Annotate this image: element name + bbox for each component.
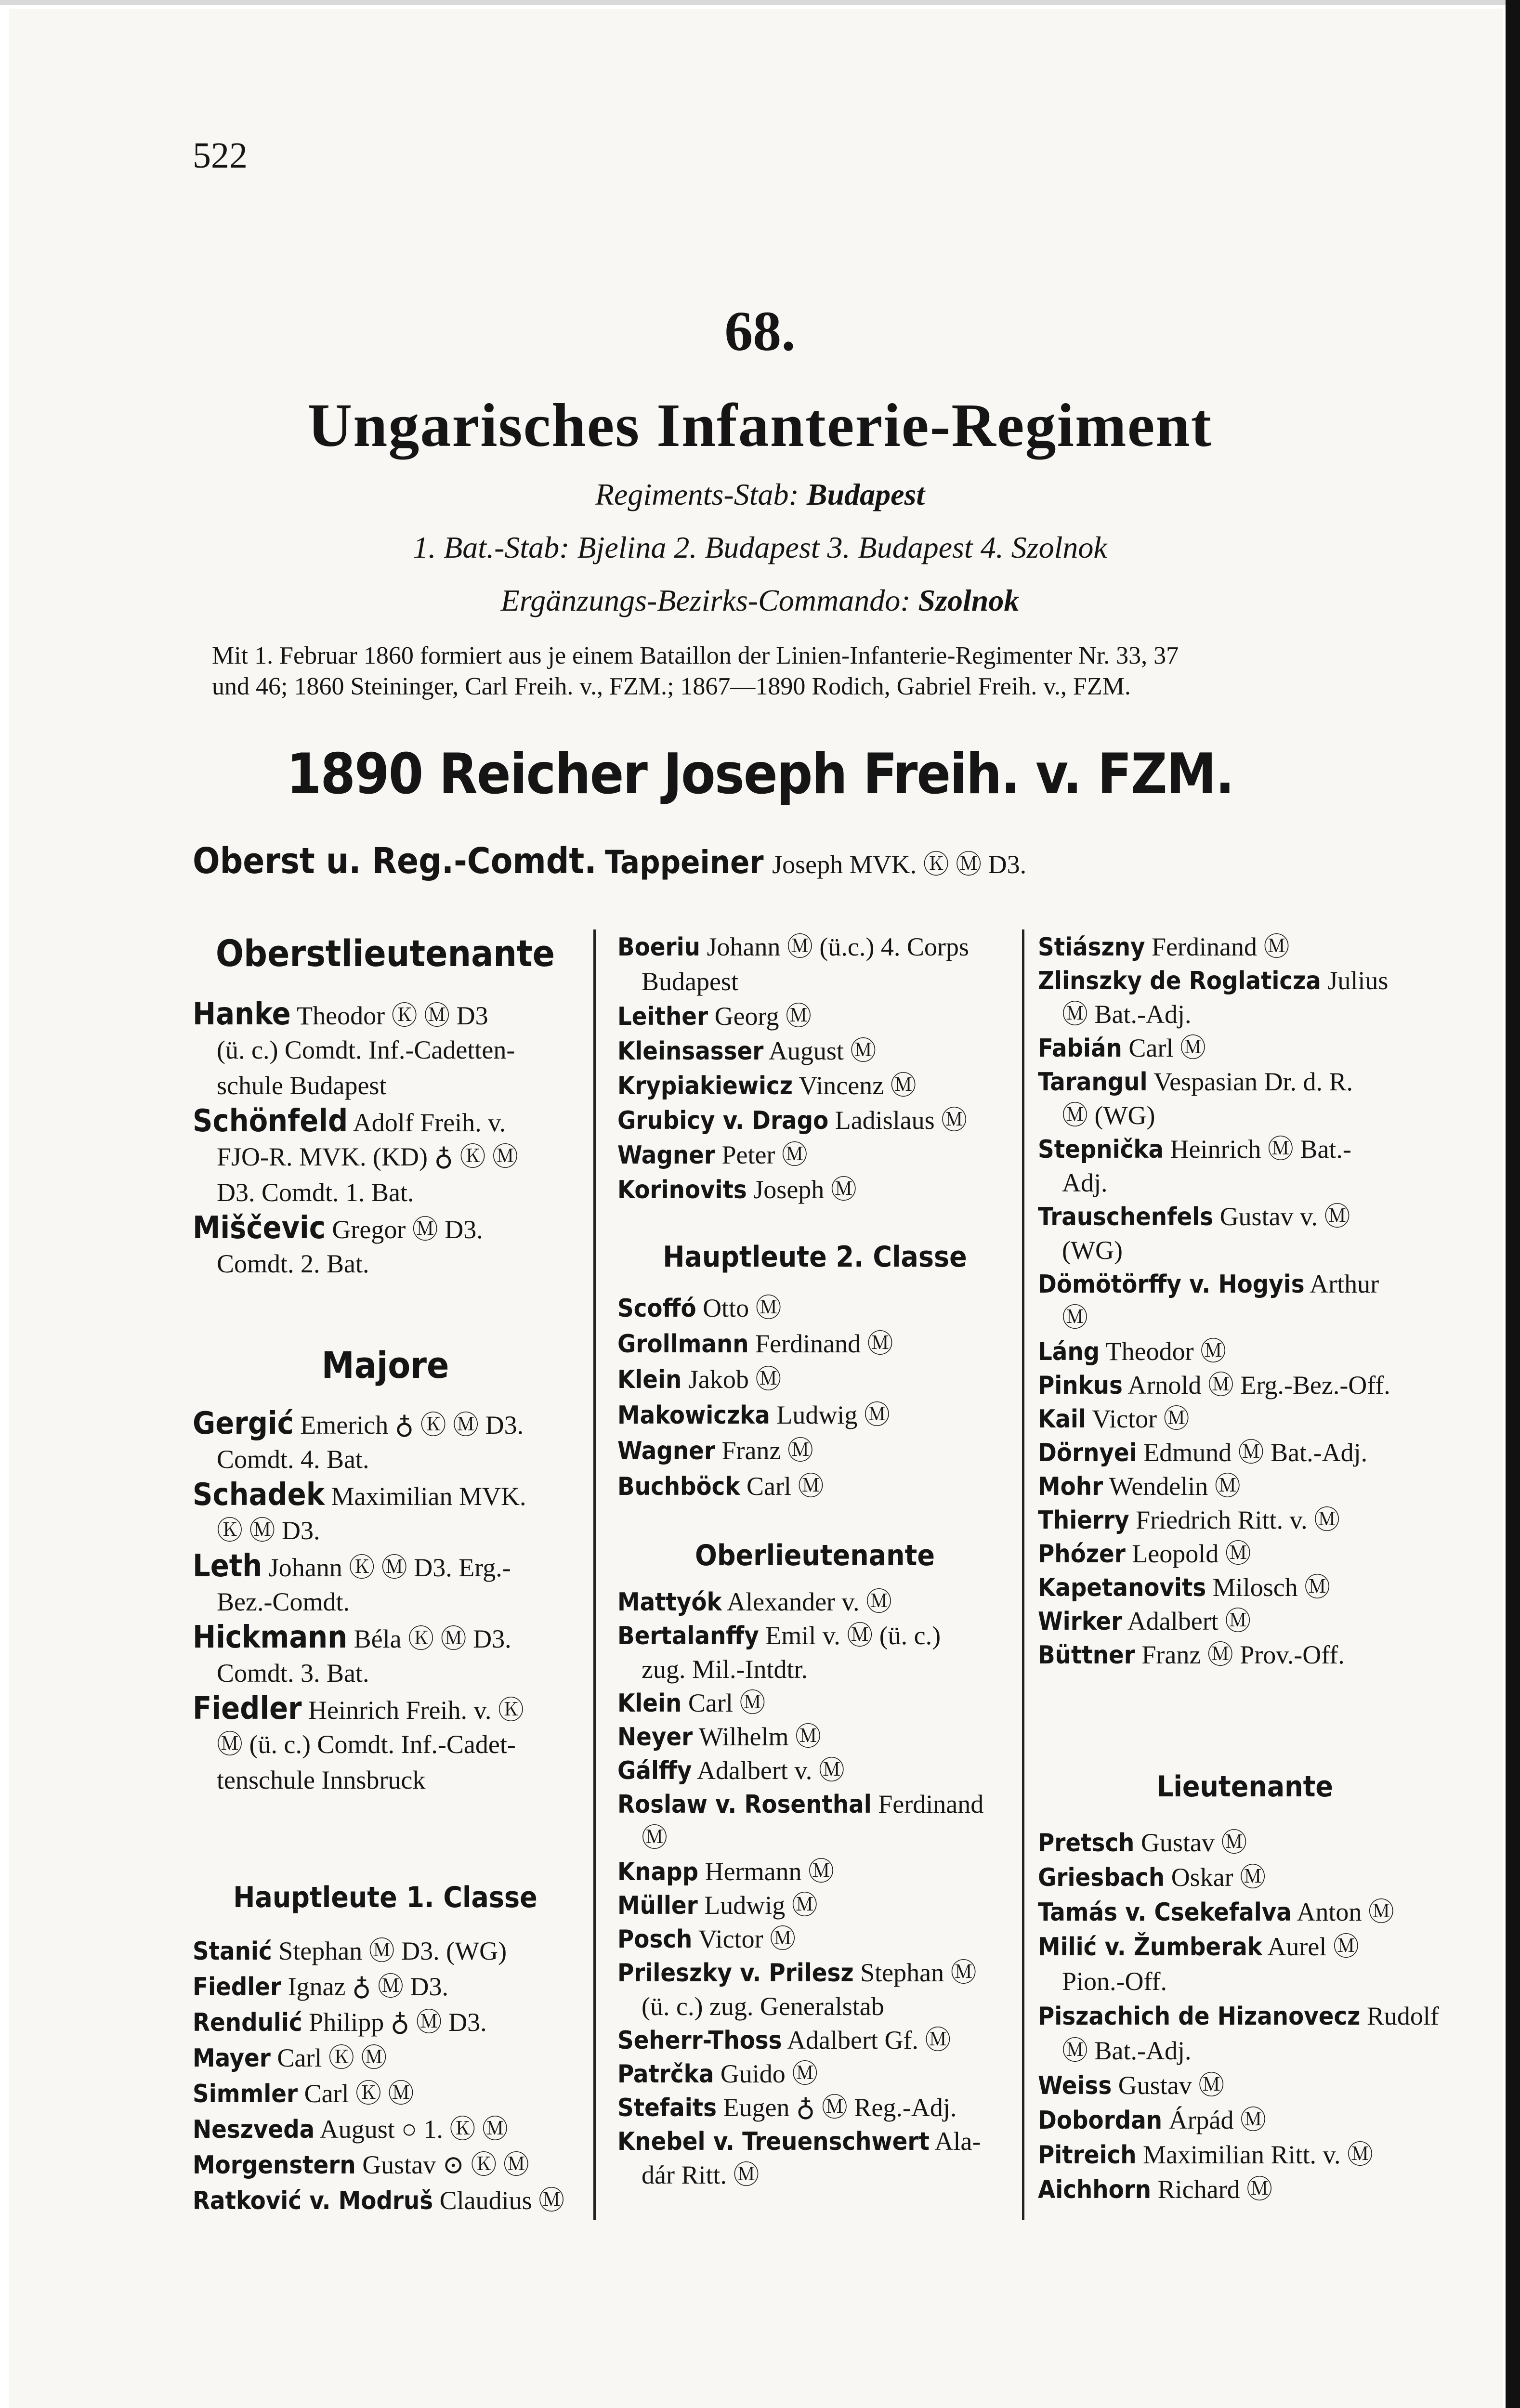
oberlieutenant-cont-name: Büttner [1038, 1641, 1135, 1670]
oberlieutenant-cont-continuation: (WG) [1062, 1236, 1123, 1265]
oberlieutenant-cont-details: Vespasian Dr. d. R. [1147, 1067, 1353, 1096]
oberlieutenant-cont-entry [1038, 1199, 1350, 1234]
lieutenant-name: Pitreich [1038, 2141, 1137, 2170]
hauptmann-1-cont-name: Leither [617, 1002, 708, 1031]
stab-place: Budapest [806, 477, 925, 511]
lieutenant-details: Árpád Ⓜ [1162, 2106, 1267, 2134]
oberlieutenant-cont-name: Stiászny [1038, 933, 1145, 962]
major-entry [193, 1549, 511, 1585]
oberlieutenant-cont-details: Leopold Ⓜ [1125, 1539, 1251, 1568]
major-details: Maximilian MVK. [325, 1482, 526, 1511]
lieutenant-name: Aichhorn [1038, 2175, 1152, 2204]
lieutenant-details: Anton Ⓜ [1291, 1898, 1394, 1926]
lieutenant-name: Milić v. Žumberak [1038, 1933, 1262, 1962]
oberlieutenant-entry [617, 1787, 983, 1822]
hauptmann-1-cont-details: Joseph Ⓜ [747, 1175, 857, 1204]
hauptmann-1-cont-name: Wagner [617, 1141, 715, 1170]
lieutenant-name: Piszachich de Hizanovecz [1038, 2002, 1361, 2031]
oberlieutenant-cont-details: Theodor Ⓜ [1100, 1337, 1227, 1366]
heading-majore: Majore [321, 1344, 449, 1387]
oberlieutenant-cont-name: Tarangul [1038, 1068, 1148, 1097]
oberlieutenant-details: Ala- [929, 2127, 981, 2156]
major-continuation: Comdt. 3. Bat. [217, 1659, 369, 1688]
major-entry [193, 1620, 511, 1656]
oberlieutenant-cont-details: Carl Ⓜ [1122, 1034, 1206, 1062]
oberlieutenant-cont-name: Láng [1038, 1337, 1100, 1366]
oberstlieutenant-continuation: schule Budapest [217, 1071, 387, 1100]
lieutenant-entry [1038, 1895, 1394, 1930]
lieutenant-entry [1038, 1929, 1359, 1964]
major-continuation: Ⓚ Ⓜ D3. [217, 1516, 320, 1545]
hauptmann-2-details: Ludwig Ⓜ [770, 1400, 890, 1429]
oberlieutenant-cont-details: Adalbert Ⓜ [1122, 1607, 1251, 1636]
oberst-details: Joseph MVK. Ⓚ Ⓜ D3. [772, 850, 1027, 879]
heading-hauptleute-1: Hauptleute 1. Classe [233, 1881, 537, 1914]
oberstlieutenant-entry [193, 997, 488, 1033]
lieutenant-entry [1038, 2103, 1266, 2138]
hauptmann-1-details: Philipp ♁ Ⓜ D3. [302, 2008, 487, 2037]
hauptmann-2-entry [617, 1398, 890, 1433]
lieutenant-continuation: Pion.-Off. [1062, 1967, 1167, 1996]
oberlieutenant-cont-details: Wendelin Ⓜ [1103, 1472, 1241, 1501]
hauptmann-1-details: Gustav ⊙ Ⓚ Ⓜ [355, 2150, 529, 2179]
oberlieutenant-cont-entry [1038, 963, 1388, 998]
lieutenant-name: Tamás v. Csekefalva [1038, 1898, 1292, 1927]
oberlieutenant-cont-name: Dömötörffy v. Hogyis [1038, 1270, 1305, 1299]
oberlieutenant-cont-entry [1038, 1132, 1351, 1167]
oberlieutenant-cont-name: Phózer [1038, 1540, 1126, 1569]
oberlieutenant-name: Gálffy [617, 1756, 692, 1785]
hauptmann-2-details: Jakob Ⓜ [681, 1365, 782, 1394]
hauptmann-1-name: Neszveda [193, 2115, 315, 2144]
lieutenant-details: Gustav Ⓜ [1134, 1828, 1247, 1857]
hauptmann-1-entry [193, 1969, 448, 2004]
lieutenant-continuation: Ⓜ Bat.-Adj. [1062, 2036, 1192, 2065]
scan-top-edge [0, 0, 1520, 5]
oberlieutenant-name: Patrčka [617, 2060, 714, 2089]
hauptmann-1-cont-name: Boeriu [617, 933, 700, 962]
oberlieutenant-cont-name: Kapetanovits [1038, 1573, 1206, 1602]
major-entry [193, 1478, 526, 1514]
oberlieutenant-cont-details: Julius [1321, 966, 1389, 995]
regiment-inhaber: 1890 Reicher Joseph Freih. v. FZM. [286, 742, 1234, 807]
hauptmann-2-name: Wagner [617, 1437, 715, 1466]
oberlieutenant-entry [617, 2090, 957, 2125]
oberlieutenant-continuation: (ü. c.) zug. Generalstab [642, 1992, 884, 2021]
oberlieutenant-cont-entry [1038, 929, 1289, 965]
hauptmann-1-cont-name: Krypiakiewicz [617, 1072, 793, 1100]
oberlieutenant-cont-entry [1038, 1469, 1241, 1504]
hauptmann-1-cont-entry [617, 1068, 917, 1103]
oberst-rank: Oberst u. Reg.-Comdt. [193, 840, 597, 882]
lieutenant-name: Weiss [1038, 2071, 1112, 2100]
major-details: Heinrich Freih. v. Ⓚ [301, 1696, 524, 1725]
hauptmann-1-entry [193, 2183, 564, 2218]
major-continuation: Comdt. 4. Bat. [217, 1445, 369, 1474]
hauptmann-1-entry [193, 2005, 487, 2040]
major-name: Fiedler [193, 1691, 302, 1727]
oberlieutenant-name: Mattyók [617, 1588, 722, 1617]
oberlieutenant-entry [617, 1686, 765, 1721]
oberlieutenant-name: Stefaits [617, 2094, 717, 2122]
hauptmann-2-entry [617, 1433, 813, 1468]
oberlieutenant-cont-name: Kail [1038, 1405, 1086, 1434]
oberlieutenant-details: Ferdinand [871, 1790, 984, 1819]
oberlieutenant-name: Knebel v. Treuenschwert [617, 2127, 930, 2156]
oberlieutenant-entry [617, 1618, 941, 1653]
oberlieutenant-cont-name: Trauschenfels [1038, 1203, 1214, 1231]
oberlieutenant-cont-details: Victor Ⓜ [1086, 1404, 1190, 1433]
oberlieutenant-cont-entry [1038, 1031, 1206, 1066]
oberlieutenant-details: Victor Ⓜ [692, 1924, 796, 1953]
major-details: Béla Ⓚ Ⓜ D3. [347, 1624, 511, 1653]
hauptmann-1-name: Fiedler [193, 1973, 282, 2002]
hauptmann-1-cont-name: Korinovits [617, 1176, 747, 1204]
major-continuation: tenschule Innsbruck [217, 1766, 426, 1794]
oberstlieutenant-continuation: FJO-R. MVK. (KD) ♁ Ⓚ Ⓜ [217, 1142, 518, 1171]
hauptmann-1-details: Carl Ⓚ Ⓜ [298, 2079, 414, 2108]
oberlieutenant-cont-details: Arnold Ⓜ Erg.-Bez.-Off. [1122, 1371, 1390, 1400]
major-continuation: Ⓜ (ü. c.) Comdt. Inf.-Cadet- [217, 1730, 516, 1759]
lieutenant-entry [1038, 1825, 1247, 1860]
regiment-number: 68. [724, 300, 796, 363]
hauptmann-1-cont-entry [617, 929, 969, 965]
history-line-2: und 46; 1860 Steininger, Carl Freih. v., FZM.; 1867—1890 Rodich, Gabriel Freih. v., FZM. [212, 673, 1131, 700]
lieutenant-entry [1038, 2172, 1272, 2207]
oberstlieutenant-continuation: D3. Comdt. 1. Bat. [217, 1178, 414, 1207]
lieutenant-entry [1038, 2137, 1373, 2172]
oberstlieutenant-continuation: (ü. c.) Comdt. Inf.-Cadetten- [217, 1035, 515, 1064]
oberlieutenant-entry [617, 1719, 821, 1754]
heading-oberstlieutenante: Oberstlieutenante [215, 932, 555, 975]
hauptmann-1-cont-details: Ladislaus Ⓜ [828, 1106, 968, 1135]
oberlieutenant-cont-continuation: Ⓜ [1062, 1303, 1088, 1332]
hauptmann-2-name: Makowiczka [617, 1401, 770, 1430]
oberlieutenant-cont-name: Wirker [1038, 1607, 1123, 1636]
oberlieutenant-entry [617, 1888, 818, 1923]
oberlieutenant-cont-entry [1038, 1604, 1251, 1639]
oberstlieutenant-details: Theodor Ⓚ Ⓜ D3 [290, 1001, 488, 1030]
oberlieutenant-continuation: Ⓜ [642, 1823, 668, 1852]
oberlieutenant-cont-entry [1038, 1064, 1353, 1099]
oberlieutenant-details: Stephan Ⓜ [853, 1958, 977, 1987]
major-name: Hickmann [193, 1620, 348, 1655]
lieutenant-details: Rudolf [1360, 2002, 1439, 2030]
lieutenant-details: Aurel Ⓜ [1262, 1932, 1359, 1961]
oberlieutenant-cont-details: Friedrich Ritt. v. Ⓜ [1129, 1505, 1340, 1534]
lieutenant-name: Pretsch [1038, 1829, 1135, 1858]
heading-oberlieutenante: Oberlieutenante [695, 1539, 935, 1572]
oberlieutenant-name: Müller [617, 1891, 698, 1920]
hauptmann-1-cont-details: Peter Ⓜ [715, 1140, 808, 1169]
hauptmann-2-details: Franz Ⓜ [715, 1436, 813, 1465]
oberlieutenant-name: Roslaw v. Rosenthal [617, 1790, 872, 1819]
oberlieutenant-entry [617, 1753, 845, 1788]
hauptmann-2-details: Carl Ⓜ [740, 1472, 824, 1501]
hauptmann-1-cont-name: Grubicy v. Drago [617, 1106, 829, 1135]
oberlieutenant-cont-details: Ferdinand Ⓜ [1145, 932, 1290, 961]
oberlieutenant-details: Adalbert Gf. Ⓜ [782, 2026, 951, 2055]
oberlieutenant-cont-name: Thierry [1038, 1506, 1129, 1535]
hauptmann-2-name: Scoffó [617, 1294, 696, 1323]
heading-lieutenante: Lieutenante [1156, 1770, 1334, 1804]
hauptmann-2-details: Ferdinand Ⓜ [748, 1329, 893, 1358]
oberlieutenant-cont-entry [1038, 1570, 1330, 1605]
oberstlieutenant-entry [193, 1104, 506, 1140]
lieutenant-details: Richard Ⓜ [1151, 2175, 1273, 2204]
ergaenzung-label: Ergänzungs-Bezirks-Commando: [500, 583, 911, 617]
ergaenzung-place: Szolnok [918, 583, 1020, 617]
oberlieutenant-name: Klein [617, 1689, 682, 1718]
major-name: Schadek [193, 1477, 325, 1513]
hauptmann-2-name: Grollmann [617, 1330, 749, 1359]
hauptmann-1-cont-entry [617, 999, 812, 1034]
oberlieutenant-entry [617, 1584, 892, 1620]
hauptmann-2-entry [617, 1291, 782, 1326]
lieutenant-details: Oskar Ⓜ [1165, 1863, 1266, 1892]
hauptmann-1-cont-details: Johann Ⓜ (ü.c.) 4. Corps [700, 932, 969, 961]
oberlieutenant-cont-name: Fabián [1038, 1034, 1122, 1063]
oberlieutenant-cont-continuation: Adj. [1062, 1168, 1108, 1197]
oberlieutenant-cont-name: Dörnyei [1038, 1439, 1137, 1467]
hauptmann-1-entry [193, 2112, 508, 2147]
history-line-1: Mit 1. Februar 1860 formiert aus je einem Bataillon der Linien-Infanterie-Regimenter Nr. 33, 37 [212, 642, 1179, 669]
major-name: Leth [193, 1548, 262, 1584]
lieutenant-entry [1038, 1999, 1439, 2034]
regiment-stab-line [0, 477, 1520, 512]
ergaenzung-line [0, 583, 1520, 618]
oberlieutenant-entry [617, 2124, 981, 2159]
hauptmann-1-entry [193, 2147, 529, 2183]
oberlieutenant-entry [617, 1922, 796, 1957]
hauptmann-1-cont-details: August Ⓜ [763, 1036, 877, 1065]
oberlieutenant-cont-entry [1038, 1435, 1367, 1470]
oberstlieutenant-details: Gregor Ⓜ D3. [325, 1215, 483, 1244]
oberlieutenant-details: Emil v. Ⓜ (ü. c.) [759, 1621, 941, 1650]
oberlieutenant-cont-entry [1038, 1536, 1251, 1571]
major-continuation: Bez.-Comdt. [217, 1587, 350, 1616]
hauptmann-1-details: Carl Ⓚ Ⓜ [270, 2043, 387, 2072]
oberlieutenant-continuation: dár Ritt. Ⓜ [642, 2160, 760, 2189]
oberst-line [193, 840, 1026, 882]
regiment-title: Ungarisches Infanterie-Regiment [307, 391, 1213, 459]
oberlieutenant-continuation: zug. Mil.-Intdtr. [642, 1655, 808, 1684]
oberlieutenant-name: Posch [617, 1925, 693, 1954]
hauptmann-1-cont-name: Kleinsasser [617, 1037, 764, 1066]
oberstlieutenant-details: Adolf Freih. v. [348, 1108, 506, 1137]
column-rule-1 [593, 929, 596, 2220]
oberlieutenant-cont-continuation: Ⓜ Bat.-Adj. [1062, 1000, 1192, 1029]
major-entry [193, 1406, 524, 1442]
lieutenant-name: Griesbach [1038, 1863, 1165, 1892]
oberlieutenant-entry [617, 1854, 834, 1889]
oberlieutenant-name: Seherr-Thoss [617, 2026, 782, 2055]
column-rule-2 [1022, 929, 1024, 2220]
stab-label: Regiments-Stab: [595, 477, 799, 511]
oberlieutenant-cont-entry [1038, 1637, 1345, 1673]
lieutenant-details: Maximilian Ritt. v. Ⓜ [1136, 2140, 1374, 2169]
oberlieutenant-cont-details: Arthur [1304, 1269, 1379, 1298]
oberlieutenant-cont-entry [1038, 1503, 1340, 1538]
oberlieutenant-details: Alexander v. Ⓜ [721, 1587, 892, 1616]
oberlieutenant-name: Neyer [617, 1723, 693, 1752]
oberlieutenant-cont-details: Heinrich Ⓜ Bat.- [1164, 1135, 1351, 1164]
hauptmann-1-cont-entry [617, 1172, 857, 1207]
hauptmann-1-details: Ignaz ♁ Ⓜ D3. [281, 1972, 448, 2001]
oberlieutenant-details: Ludwig Ⓜ [697, 1891, 818, 1920]
oberlieutenant-details: Wilhelm Ⓜ [693, 1722, 822, 1751]
major-details: Johann Ⓚ Ⓜ D3. Erg.- [262, 1553, 511, 1582]
oberlieutenant-entry [617, 2056, 818, 2092]
hauptmann-1-name: Morgenstern [193, 2151, 356, 2180]
hauptmann-2-details: Otto Ⓜ [696, 1294, 782, 1322]
oberlieutenant-details: Carl Ⓜ [681, 1688, 766, 1717]
hauptmann-1-entry [193, 1934, 507, 1969]
hauptmann-1-entry [193, 2041, 387, 2076]
oberstlieutenant-name: Schönfeld [193, 1103, 348, 1139]
hauptmann-2-entry [617, 1362, 781, 1397]
hauptmann-1-cont-entry [617, 1034, 876, 1069]
lieutenant-details: Gustav Ⓜ [1112, 2071, 1225, 2100]
oberlieutenant-cont-details: Gustav v. Ⓜ [1213, 1202, 1350, 1231]
hauptmann-1-cont-details: Georg Ⓜ [708, 1002, 812, 1031]
lieutenant-entry [1038, 2068, 1224, 2103]
oberstlieutenant-name: Hanke [193, 996, 291, 1032]
oberlieutenant-cont-details: Franz Ⓜ Prov.-Off. [1135, 1640, 1345, 1669]
major-details: Emerich ♁ Ⓚ Ⓜ D3. [293, 1411, 524, 1440]
hauptmann-1-details: Claudius Ⓜ [433, 2186, 565, 2215]
lieutenant-name: Dobordan [1038, 2106, 1163, 2135]
major-name: Gergić [193, 1406, 294, 1441]
hauptmann-2-name: Buchböck [617, 1472, 740, 1501]
oberlieutenant-cont-details: Milosch Ⓜ [1206, 1573, 1331, 1602]
oberlieutenant-cont-name: Mohr [1038, 1472, 1103, 1501]
hauptmann-1-cont-details: Vincenz Ⓜ [792, 1071, 917, 1100]
oberst-name: Tappeiner [605, 844, 764, 881]
hauptmann-1-entry [193, 2076, 414, 2111]
hauptmann-1-name: Rendulić [193, 2008, 302, 2037]
hauptmann-2-entry [617, 1469, 824, 1504]
oberlieutenant-cont-entry [1038, 1368, 1390, 1403]
oberlieutenant-cont-continuation: Ⓜ (WG) [1062, 1101, 1155, 1130]
history-note [212, 641, 1426, 702]
hauptmann-1-details: August ○ 1. Ⓚ Ⓜ [314, 2115, 508, 2144]
oberlieutenant-cont-entry [1038, 1334, 1226, 1369]
oberlieutenant-cont-name: Pinkus [1038, 1371, 1123, 1400]
oberlieutenant-entry [617, 2023, 951, 2058]
oberlieutenant-cont-details: Edmund Ⓜ Bat.-Adj. [1137, 1438, 1368, 1467]
lieutenant-entry [1038, 1860, 1266, 1895]
oberlieutenant-cont-name: Stepnička [1038, 1135, 1164, 1164]
oberlieutenant-entry [617, 1955, 977, 1990]
hauptmann-1-details: Stephan Ⓜ D3. (WG) [272, 1937, 507, 1965]
oberlieutenant-name: Bertalanffy [617, 1622, 759, 1650]
hauptmann-1-name: Ratković v. Modruš [193, 2186, 433, 2215]
oberlieutenant-details: Hermann Ⓜ [698, 1857, 835, 1886]
oberlieutenant-name: Knapp [617, 1858, 699, 1886]
heading-hauptleute-2: Hauptleute 2. Classe [663, 1240, 967, 1274]
oberlieutenant-details: Adalbert v. Ⓜ [692, 1756, 845, 1785]
hauptmann-1-cont-entry [617, 1103, 967, 1138]
hauptmann-1-name: Stanić [193, 1937, 272, 1966]
oberlieutenant-details: Guido Ⓜ [714, 2059, 818, 2088]
oberlieutenant-name: Prileszky v. Prilesz [617, 1959, 854, 1988]
oberstlieutenant-name: Miščevic [193, 1210, 326, 1246]
page-number: 522 [193, 135, 248, 176]
hauptmann-1-cont-entry [617, 1138, 808, 1173]
hauptmann-2-name: Klein [617, 1365, 682, 1394]
hauptmann-2-entry [617, 1326, 893, 1361]
hauptmann-1-cont-continuation: Budapest [642, 967, 738, 996]
oberlieutenant-details: Eugen ♁ Ⓜ Reg.-Adj. [716, 2093, 957, 2122]
oberlieutenant-cont-entry [1038, 1267, 1379, 1302]
oberstlieutenant-entry [193, 1211, 483, 1247]
oberstlieutenant-continuation: Comdt. 2. Bat. [217, 1249, 369, 1278]
battalion-stab-line: 1. Bat.-Stab: Bjelina 2. Budapest 3. Budapest 4. Szolnok [413, 530, 1107, 564]
hauptmann-1-name: Mayer [193, 2044, 271, 2073]
hauptmann-1-name: Simmler [193, 2080, 298, 2108]
oberlieutenant-cont-name: Zlinszky de Roglaticza [1038, 967, 1321, 995]
major-entry [193, 1691, 524, 1727]
oberlieutenant-cont-entry [1038, 1401, 1190, 1437]
